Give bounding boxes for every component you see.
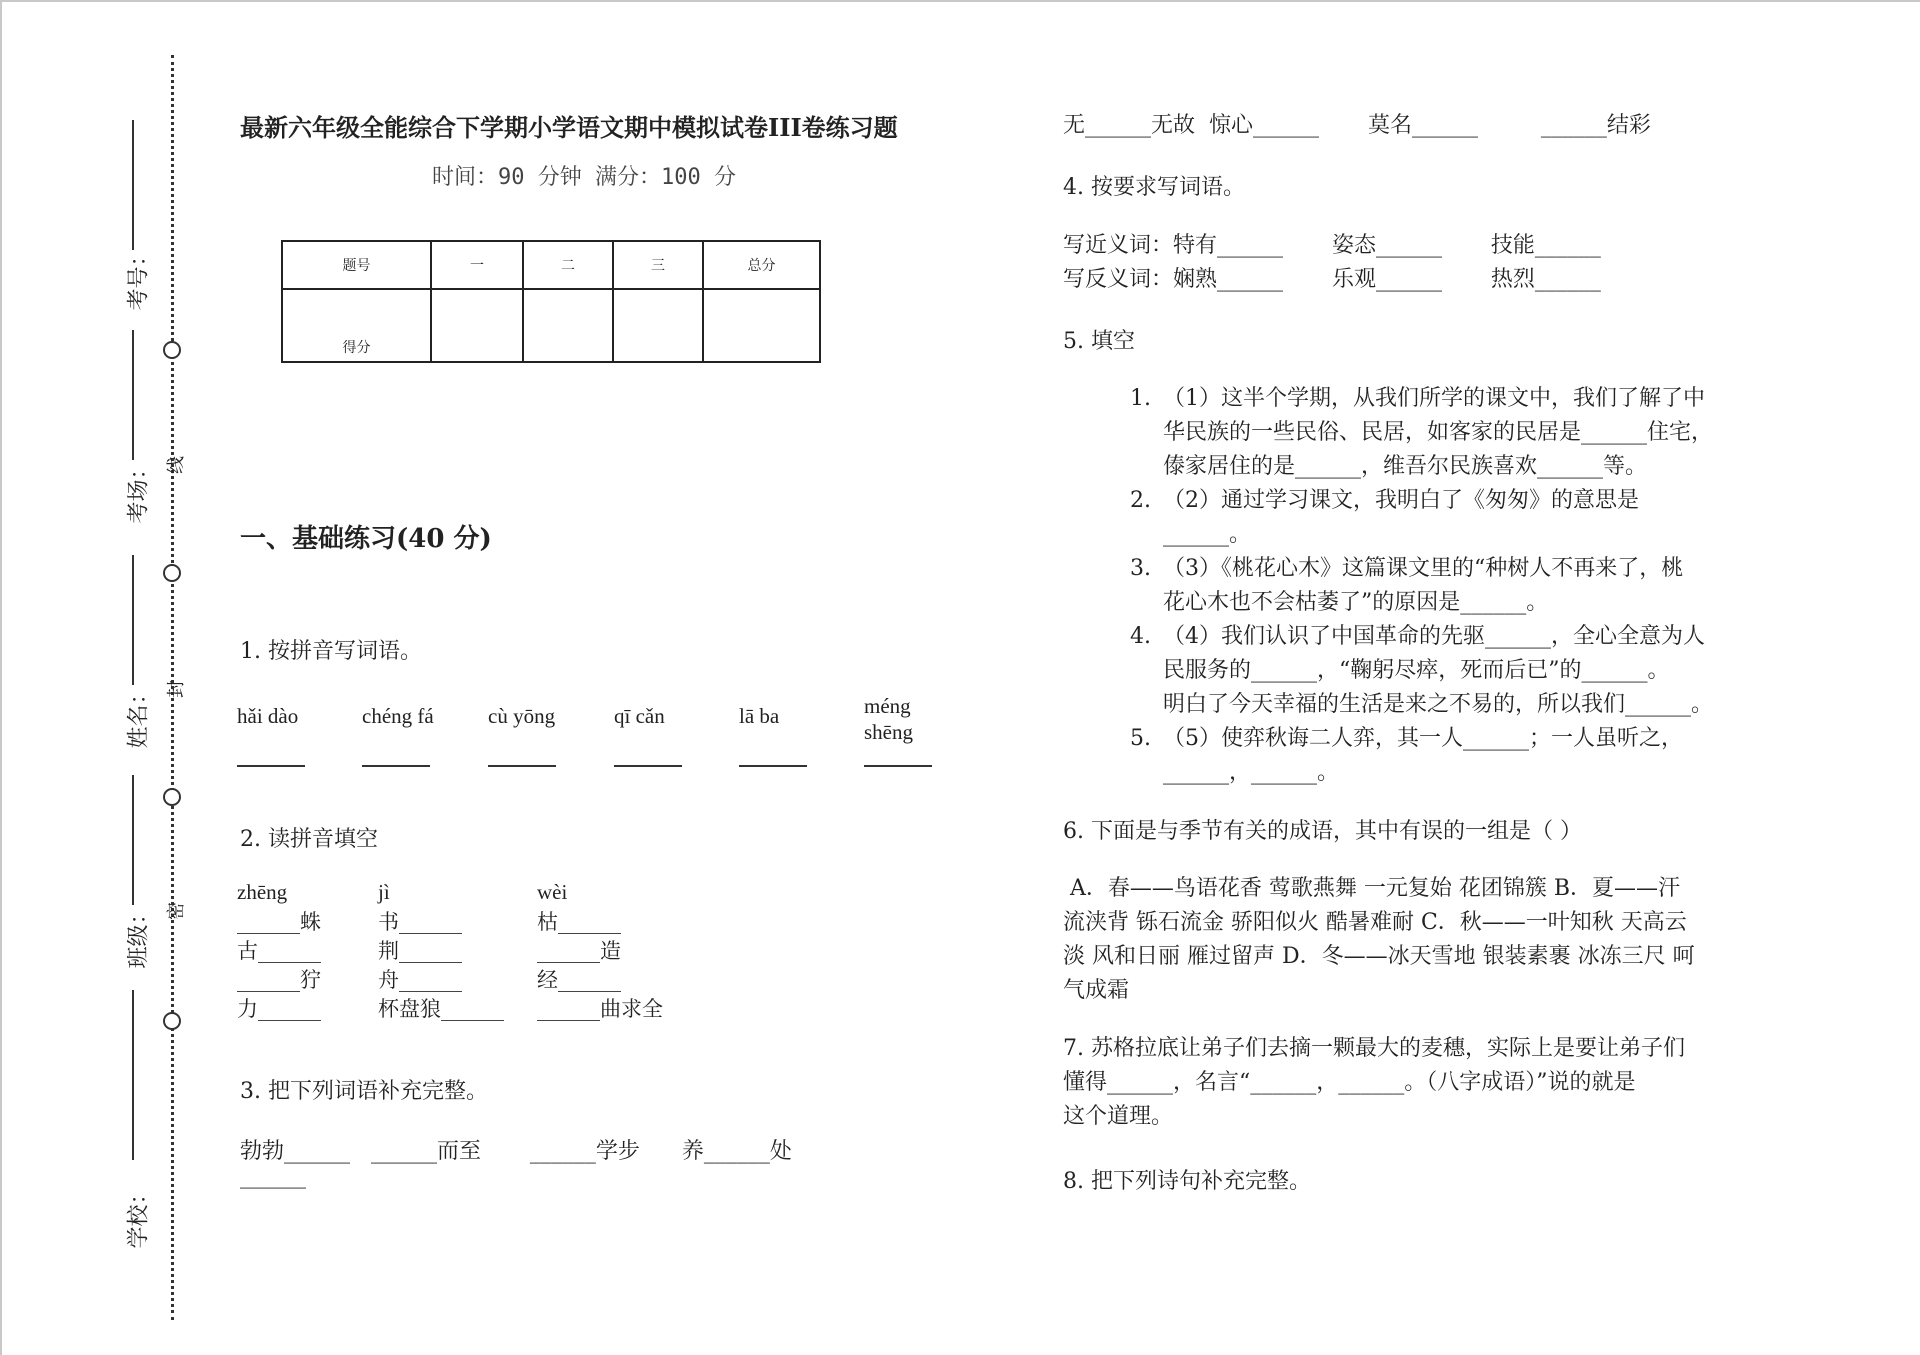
list-item-line: （1）这半个学期，从我们所学的课文中，我们了解了中 bbox=[1163, 386, 1705, 411]
list-item-line: （2）通过学习课文，我明白了《匆匆》的意思是 bbox=[1163, 488, 1639, 513]
fill-item[interactable]: 舟______ bbox=[378, 968, 462, 992]
fill-item[interactable]: 荆______ bbox=[378, 939, 462, 963]
fill-item[interactable]: 书______ bbox=[378, 910, 462, 934]
pinyin-item: qī cǎn bbox=[614, 704, 665, 728]
question-6-label: 6. 下面是与季节有关的成语，其中有误的一组是（ ） bbox=[1063, 819, 1582, 844]
list-item-number: 1. bbox=[1130, 386, 1151, 411]
binding-hole bbox=[163, 788, 181, 806]
answer-blank[interactable] bbox=[614, 765, 682, 767]
page-title: 最新六年级全能综合下学期小学语文期中模拟试卷III卷练习题 bbox=[240, 113, 898, 142]
list-item-number: 3. bbox=[1130, 556, 1151, 581]
binding-hole bbox=[163, 564, 181, 582]
question-1-label: 1. 按拼音写词语。 bbox=[240, 639, 422, 664]
fill-item[interactable]: ______曲求全 bbox=[537, 997, 663, 1021]
list-item-line[interactable]: （5）使弈秋诲二人弈，其一人______；一人虽听之， bbox=[1163, 726, 1683, 751]
list-item-line[interactable]: 民服务的______，“鞠躬尽瘁，死而后已”的______。 bbox=[1163, 658, 1670, 683]
pinyin-item: méng shēng bbox=[864, 694, 913, 744]
question-2-label: 2. 读拼音填空 bbox=[240, 827, 378, 852]
fill-line bbox=[132, 555, 134, 685]
pinyin-heading: wèi bbox=[537, 880, 568, 904]
list-item-line[interactable]: 花心木也不会枯萎了”的原因是______。 bbox=[1163, 590, 1549, 615]
seal-char-seal: 封 bbox=[166, 680, 187, 698]
score-cell[interactable] bbox=[431, 289, 523, 362]
label-exam-room: 考场： bbox=[126, 457, 152, 524]
synonym-line[interactable]: 写近义词：特有______ 姿态______ 技能______ bbox=[1063, 233, 1601, 258]
score-header-cell: 题号 bbox=[282, 241, 431, 289]
answer-blank[interactable] bbox=[362, 765, 430, 767]
fill-item[interactable]: 枯______ bbox=[537, 910, 621, 934]
answer-blank[interactable] bbox=[488, 765, 556, 767]
list-item-line[interactable]: 华民族的一些民俗、民居，如客家的民居是______住宅， bbox=[1163, 420, 1714, 445]
score-header-cell: 二 bbox=[523, 241, 613, 289]
section-1-title: 一、基础练习(40 分) bbox=[240, 524, 492, 554]
list-item-line[interactable]: ______，______。 bbox=[1163, 760, 1340, 785]
label-name: 姓名： bbox=[126, 682, 152, 749]
question-3-label: 3. 把下列词语补充完整。 bbox=[240, 1079, 488, 1104]
exam-time-score: 时间：90 分钟 满分：100 分 bbox=[432, 165, 736, 190]
list-item-number: 5. bbox=[1130, 726, 1151, 751]
antonym-line[interactable]: 写反义词：娴熟______ 乐观______ 热烈______ bbox=[1063, 267, 1601, 292]
question-5-label: 5. 填空 bbox=[1063, 329, 1135, 354]
list-item-line[interactable]: （4）我们认识了中国革命的先驱______，全心全意为人 bbox=[1163, 624, 1705, 649]
label-school: 学校： bbox=[126, 1182, 152, 1249]
fill-item[interactable]: 杯盘狼______ bbox=[378, 997, 504, 1021]
pinyin-item: chéng fá bbox=[362, 704, 434, 728]
list-item-line[interactable]: 傣家居住的是______，维吾尔民族喜欢______等。 bbox=[1163, 454, 1648, 479]
question-6-options-line: A．春——鸟语花香 莺歌燕舞 一元复始 花团锦簇 B．夏——汗 bbox=[1063, 876, 1681, 901]
list-item-line[interactable]: 明白了今天幸福的生活是来之不易的，所以我们______。 bbox=[1163, 692, 1714, 717]
pinyin-item: hǎi dào bbox=[237, 704, 299, 728]
fill-line bbox=[132, 120, 134, 250]
list-item-number: 2. bbox=[1130, 488, 1151, 513]
question-4-label: 4. 按要求写词语。 bbox=[1063, 175, 1245, 200]
question-6-options-line: 流浃背 铄石流金 骄阳似火 酷暑难耐 C．秋——一叶知秋 天高云 bbox=[1063, 910, 1687, 935]
pinyin-item: lā ba bbox=[739, 704, 780, 728]
fill-item[interactable]: 力______ bbox=[237, 997, 321, 1021]
score-header-cell: 总分 bbox=[703, 241, 820, 289]
answer-blank[interactable] bbox=[237, 765, 305, 767]
seal-char-line: 线 bbox=[166, 456, 187, 474]
binding-hole bbox=[163, 341, 181, 359]
list-item-line[interactable]: ______。 bbox=[1163, 522, 1252, 547]
question-7-line[interactable]: 懂得______，名言“______，______。（八字成语）”说的就是 bbox=[1063, 1070, 1636, 1095]
page-border-top bbox=[0, 0, 1920, 2]
question-6-options-line: 淡 风和日丽 雁过留声 D．冬——冰天雪地 银装素裹 冰冻三尺 呵 bbox=[1063, 944, 1695, 969]
fill-line bbox=[132, 990, 134, 1160]
question-8-label: 8. 把下列诗句补充完整。 bbox=[1063, 1169, 1311, 1194]
score-header-cell: 三 bbox=[613, 241, 703, 289]
question-3-line[interactable]: ______ bbox=[240, 1164, 306, 1189]
list-item-number: 4. bbox=[1130, 624, 1151, 649]
fill-item[interactable]: 古______ bbox=[237, 939, 321, 963]
question-6-options-line: 气成霜 bbox=[1063, 978, 1130, 1003]
answer-blank[interactable] bbox=[864, 765, 932, 767]
pinyin-item: cù yōng bbox=[488, 704, 556, 728]
fill-line bbox=[132, 330, 134, 460]
fill-item[interactable]: ______蛛 bbox=[237, 910, 321, 934]
pinyin-heading: jì bbox=[378, 880, 390, 904]
score-row-label: 得分 bbox=[282, 289, 431, 362]
fill-line bbox=[132, 775, 134, 905]
score-cell[interactable] bbox=[523, 289, 613, 362]
seal-char-secret: 密 bbox=[166, 902, 187, 920]
fill-item[interactable]: ______狞 bbox=[237, 968, 321, 992]
label-exam-number: 考号： bbox=[126, 244, 152, 311]
question-7-line: 这个道理。 bbox=[1063, 1104, 1174, 1129]
binding-hole bbox=[163, 1012, 181, 1030]
score-header-cell: 一 bbox=[431, 241, 523, 289]
question-7-line: 7. 苏格拉底让弟子们去摘一颗最大的麦穗，实际上是要让弟子们 bbox=[1063, 1036, 1685, 1061]
score-table bbox=[281, 240, 821, 363]
question-3-line[interactable]: 勃勃______ ______而至 ______学步 养______处 bbox=[240, 1139, 792, 1164]
score-cell[interactable] bbox=[613, 289, 703, 362]
pinyin-heading: zhēng bbox=[237, 880, 288, 904]
question-3-continued[interactable]: 无______无故 惊心______ 莫名______ ______结彩 bbox=[1063, 113, 1651, 138]
fill-item[interactable]: 经______ bbox=[537, 968, 621, 992]
label-class: 班级： bbox=[126, 902, 152, 969]
answer-blank[interactable] bbox=[739, 765, 807, 767]
fill-item[interactable]: ______造 bbox=[537, 939, 621, 963]
list-item-line: （3）《桃花心木》这篇课文里的“种树人不再来了，桃 bbox=[1163, 556, 1684, 581]
score-cell[interactable] bbox=[703, 289, 820, 362]
page-border-left bbox=[0, 0, 2, 1355]
